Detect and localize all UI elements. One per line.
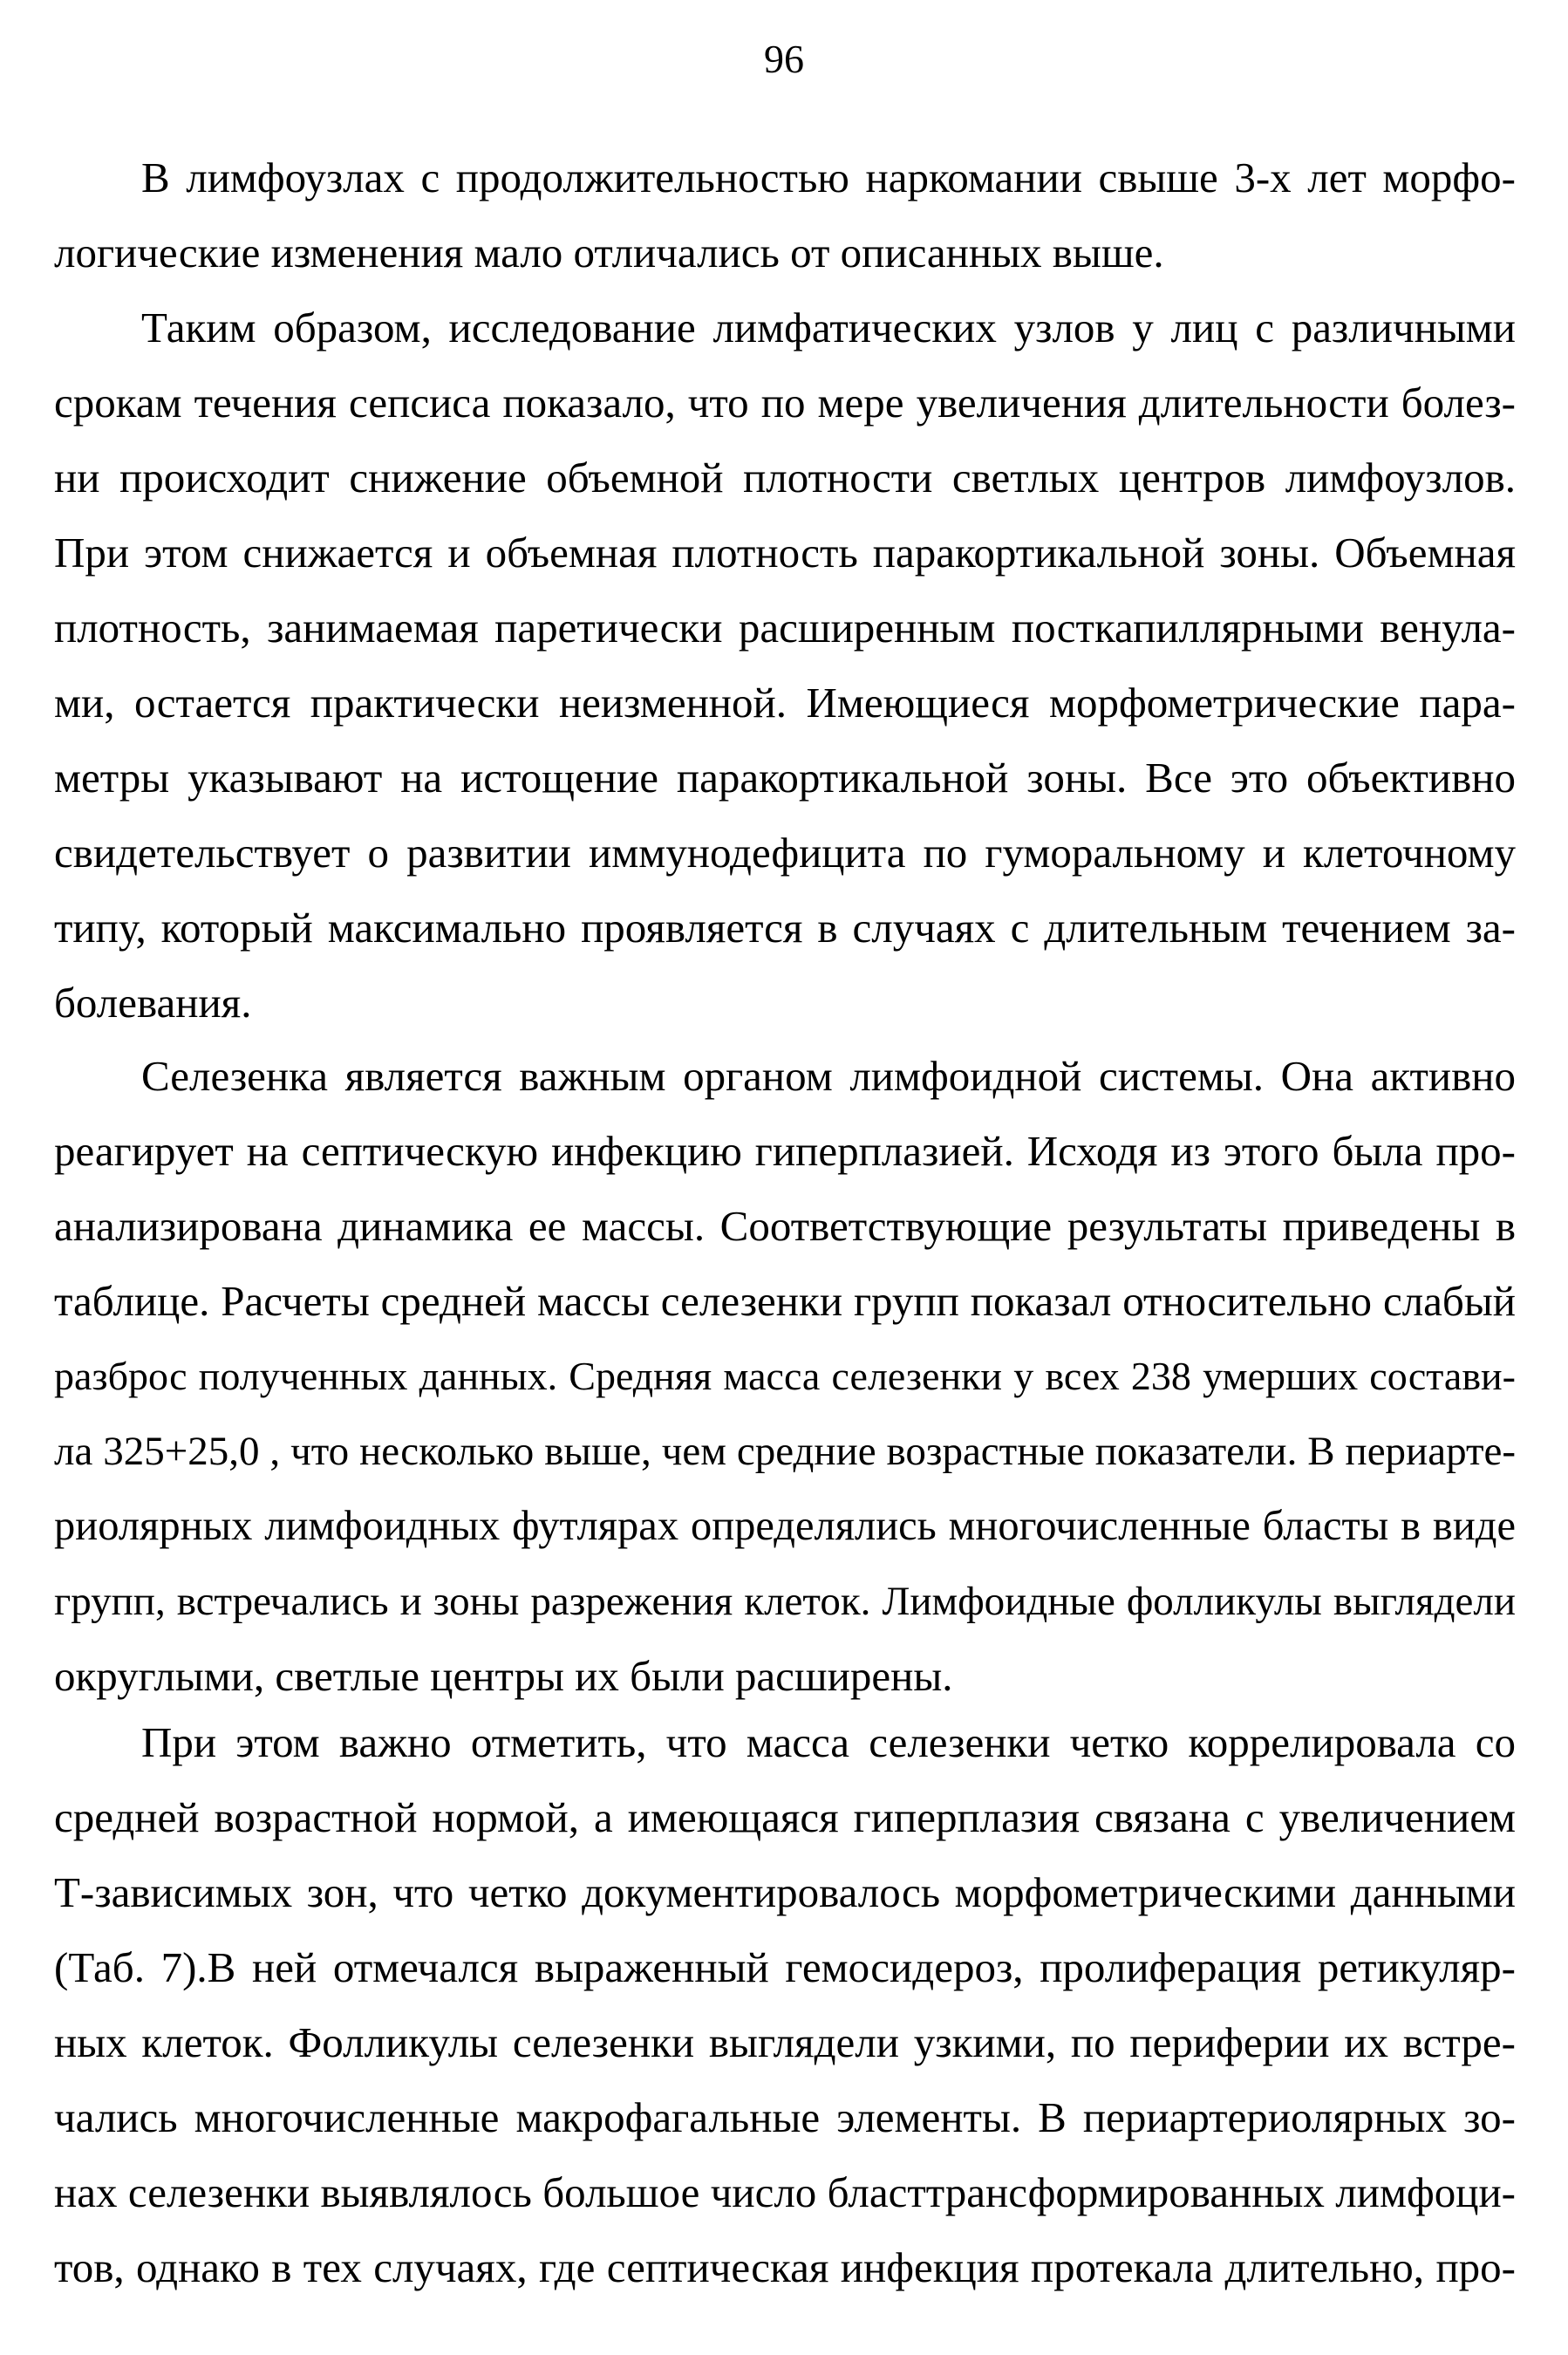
text-line: реагирует на септическую инфекцию гиперплазией. Исходя из этого была про- bbox=[54, 1127, 1516, 1175]
text-line: метры указывают на истощение паракортикальной зоны. Все это объективно bbox=[54, 754, 1516, 802]
text-line: округлыми, светлые центры их были расширены. bbox=[54, 1652, 953, 1700]
text-line: анализирована динамика ее массы. Соответствующие результаты приведены в bbox=[54, 1202, 1516, 1250]
page-number: 96 bbox=[764, 37, 804, 81]
paragraph-lymph-nodes-drug-addiction bbox=[54, 140, 1516, 290]
text-line: типу, который максимально проявляется в случаях с длительным течением за- bbox=[54, 904, 1516, 952]
text-line: ми, остается практически неизменной. Имеющиеся морфометрические пара- bbox=[54, 679, 1516, 727]
text-line: Т-зависимых зон, что четко документировалось морфометрическими данными bbox=[54, 1868, 1516, 1916]
text-line: При этом важно отметить, что масса селезенки четко коррелировала со bbox=[141, 1718, 1516, 1766]
text-line: логические изменения мало отличались от описанных выше. bbox=[54, 229, 1164, 276]
text-line: ни происходит снижение объемной плотности светлых центров лимфоузлов. bbox=[54, 454, 1516, 502]
text-line: срокам течения сепсиса показало, что по мере увеличения длительности болез- bbox=[54, 379, 1516, 427]
text-line: ла 325+25,0 , что несколько выше, чем средние возрастные показатели. В периарте- bbox=[54, 1429, 1516, 1474]
text-line: Селезенка является важным органом лимфоидной системы. Она активно bbox=[141, 1052, 1516, 1100]
text-line: риолярных лимфоидных футлярах определялись многочисленные бласты в виде bbox=[54, 1503, 1516, 1549]
text-line: Таким образом, исследование лимфатических узлов у лиц с различными bbox=[141, 304, 1516, 352]
text-line: В лимфоузлах с продолжительностью наркомании свыше 3-х лет морфо- bbox=[141, 154, 1516, 201]
text-line: тов, однако в тех случаях, где септическая инфекция протекала длительно, про- bbox=[54, 2243, 1516, 2291]
text-line: чались многочисленные макрофагальные элементы. В периартериолярных зо- bbox=[54, 2093, 1516, 2141]
text-line: средней возрастной нормой, а имеющаяся гиперплазия связана с увеличением bbox=[54, 1793, 1516, 1841]
text-line: таблице. Расчеты средней массы селезенки групп показал относительно слабый bbox=[54, 1277, 1516, 1325]
text-line: плотность, занимаемая паретически расширенным посткапиллярными венула- bbox=[54, 604, 1516, 652]
text-line: свидетельствует о развитии иммунодефицита по гуморальному и клеточному bbox=[54, 829, 1516, 877]
paragraph-spleen-correlation bbox=[54, 1705, 1516, 2305]
text-line: При этом снижается и объемная плотность паракортикальной зоны. Объемная bbox=[54, 529, 1516, 577]
text-line: нах селезенки выявлялось большое число бласттрансформированных лимфоци- bbox=[54, 2168, 1516, 2216]
paragraph-spleen-mass bbox=[54, 1039, 1516, 1714]
text-line: групп, встречались и зоны разрежения клеток. Лимфоидные фолликулы выглядели bbox=[54, 1579, 1516, 1624]
paragraph-lymph-nodes-sepsis-summary bbox=[54, 290, 1516, 1041]
text-line: болевания. bbox=[54, 979, 252, 1027]
text-line: разброс полученных данных. Средняя масса селезенки у всех 238 умерших состави- bbox=[54, 1354, 1516, 1398]
text-line: (Таб. 7).В ней отмечался выраженный гемосидероз, пролиферация ретикуляр- bbox=[54, 1943, 1516, 1991]
text-line: ных клеток. Фолликулы селезенки выглядели узкими, по периферии их встре- bbox=[54, 2018, 1516, 2066]
